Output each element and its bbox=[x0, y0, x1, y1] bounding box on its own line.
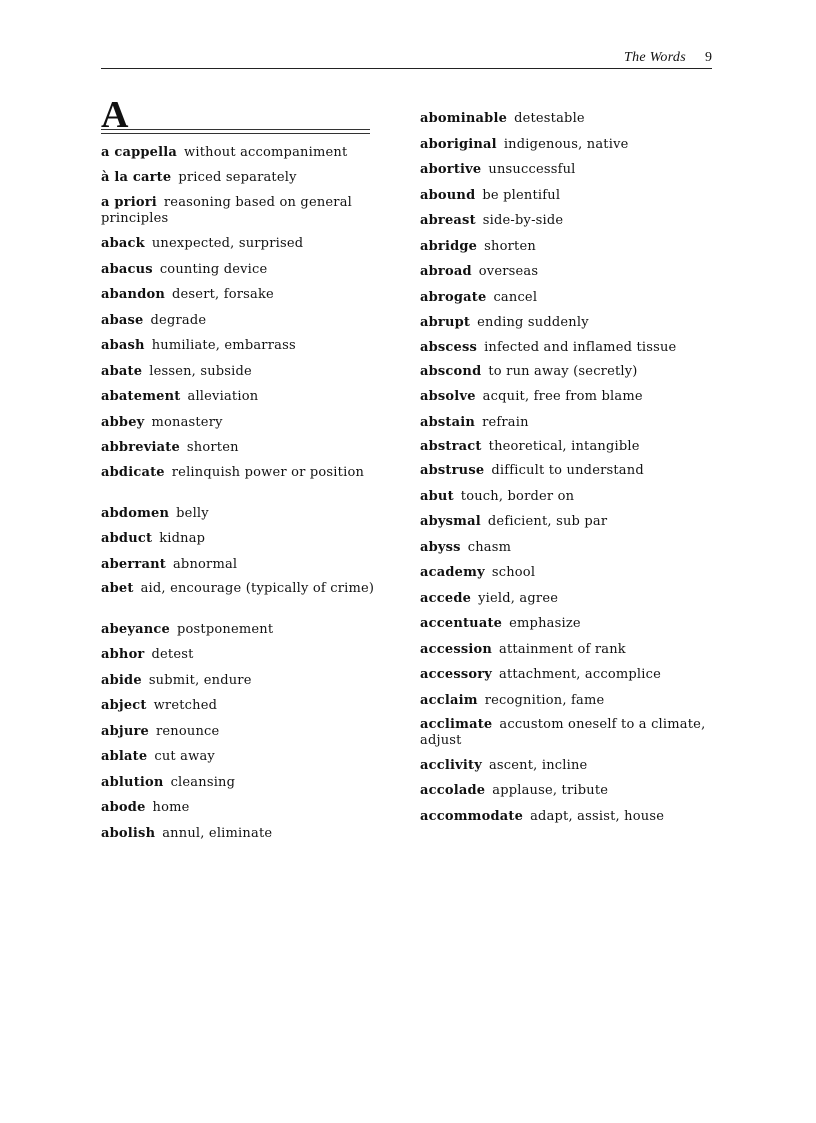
entry-term: abstruse bbox=[420, 463, 485, 478]
glossary-entry bbox=[420, 315, 720, 331]
glossary-entry bbox=[420, 463, 720, 479]
entry-definition: detestable bbox=[514, 111, 585, 126]
entry-term: aback bbox=[101, 236, 145, 251]
entry-definition: submit, endure bbox=[148, 673, 252, 688]
glossary-entry bbox=[101, 775, 383, 791]
entry-term: abide bbox=[101, 673, 142, 688]
entry-term: abrogate bbox=[420, 290, 487, 305]
entry-definition: side-by-side bbox=[482, 213, 564, 228]
entry-term: abreast bbox=[420, 213, 476, 228]
entry-definition: aid, encourage (typically of crime) bbox=[140, 581, 375, 596]
entry-term: abash bbox=[101, 338, 145, 353]
glossary-entry bbox=[420, 758, 720, 774]
glossary-entry bbox=[420, 439, 720, 455]
entry-definition: deficient, sub par bbox=[487, 514, 608, 529]
glossary-entry bbox=[101, 313, 383, 329]
glossary-entry bbox=[101, 557, 383, 573]
glossary-entry bbox=[101, 581, 383, 597]
entry-definition: emphasize bbox=[509, 616, 581, 631]
entry-definition: acquit, free from blame bbox=[482, 389, 643, 404]
entry-definition: cancel bbox=[493, 290, 538, 305]
entry-term: abscess bbox=[420, 340, 478, 355]
glossary-entry bbox=[420, 290, 720, 306]
entry-term: abbreviate bbox=[101, 440, 180, 455]
running-head bbox=[101, 50, 712, 69]
entry-definition: yield, agree bbox=[478, 591, 559, 606]
entry-definition: theoretical, intangible bbox=[488, 439, 640, 454]
entry-term: abase bbox=[101, 313, 144, 328]
entry-term: acclaim bbox=[420, 693, 478, 708]
entry-term: accessory bbox=[420, 667, 493, 682]
entry-term: accede bbox=[420, 591, 472, 606]
glossary-entry bbox=[101, 698, 383, 714]
glossary-entry bbox=[420, 111, 720, 127]
entry-definition: to run away (secretly) bbox=[488, 364, 638, 379]
glossary-entry bbox=[420, 514, 720, 530]
entry-definition: wretched bbox=[153, 698, 218, 713]
entry-definition: kidnap bbox=[159, 531, 206, 546]
entry-term: abound bbox=[420, 188, 476, 203]
entry-term: a cappella bbox=[101, 145, 178, 160]
entry-definition: lessen, subside bbox=[149, 364, 252, 379]
entry-term: abstract bbox=[420, 439, 482, 454]
entry-term: abroad bbox=[420, 264, 472, 279]
glossary-entry bbox=[420, 783, 720, 799]
entry-term: abduct bbox=[101, 531, 153, 546]
glossary-entry bbox=[420, 809, 720, 825]
entry-definition: annul, eliminate bbox=[162, 826, 273, 841]
entry-definition: indigenous, native bbox=[503, 137, 629, 152]
glossary-entry bbox=[420, 389, 720, 405]
entry-definition: home bbox=[152, 800, 190, 815]
entry-definition: recognition, fame bbox=[484, 693, 605, 708]
entry-definition: abnormal bbox=[172, 557, 238, 572]
entry-definition: ascent, incline bbox=[488, 758, 588, 773]
entry-definition: overseas bbox=[478, 264, 539, 279]
entry-definition: unexpected, surprised bbox=[151, 236, 304, 251]
glossary-entry bbox=[420, 264, 720, 280]
glossary-entry bbox=[101, 338, 383, 354]
entry-term: abyss bbox=[420, 540, 461, 555]
entry-definition: school bbox=[491, 565, 536, 580]
entry-definition: reasoning based on general principles bbox=[101, 195, 353, 226]
entry-term: accession bbox=[420, 642, 493, 657]
glossary-entry bbox=[101, 647, 383, 663]
entry-term: abacus bbox=[101, 262, 153, 277]
entry-term: accommodate bbox=[420, 809, 524, 824]
glossary-entry bbox=[101, 531, 383, 547]
entry-term: abrupt bbox=[420, 315, 471, 330]
glossary-entry bbox=[101, 749, 383, 765]
entry-term: accentuate bbox=[420, 616, 503, 631]
entry-term: accolade bbox=[420, 783, 486, 798]
glossary-entry bbox=[420, 239, 720, 255]
entry-term: abridge bbox=[420, 239, 478, 254]
section-letter: A bbox=[101, 94, 129, 136]
page-number: 9 bbox=[705, 50, 712, 65]
glossary-entry bbox=[101, 364, 383, 380]
entry-definition: unsuccessful bbox=[488, 162, 576, 177]
entry-definition: desert, forsake bbox=[172, 287, 274, 302]
glossary-entry bbox=[101, 287, 383, 303]
entry-definition: detest bbox=[151, 647, 194, 662]
entry-definition: touch, border on bbox=[460, 489, 575, 504]
entry-term: absolve bbox=[420, 389, 476, 404]
glossary-entry bbox=[420, 364, 720, 380]
glossary-entry bbox=[101, 415, 383, 431]
glossary-entry bbox=[101, 465, 383, 481]
glossary-entry bbox=[420, 188, 720, 204]
entry-term: abject bbox=[101, 698, 147, 713]
entry-term: abatement bbox=[101, 389, 181, 404]
glossary-entry bbox=[101, 170, 383, 186]
glossary-entry bbox=[420, 591, 720, 607]
entry-definition: adapt, assist, house bbox=[530, 809, 665, 824]
glossary-entry bbox=[101, 800, 383, 816]
entry-term: abstain bbox=[420, 415, 476, 430]
glossary-entry bbox=[420, 717, 720, 749]
glossary-entry bbox=[420, 540, 720, 556]
entry-term: abode bbox=[101, 800, 146, 815]
entry-definition: attachment, accomplice bbox=[499, 667, 662, 682]
entry-definition: alleviation bbox=[187, 389, 259, 404]
entry-definition: without accompaniment bbox=[184, 145, 348, 160]
glossary-entry bbox=[420, 137, 720, 153]
glossary-entry bbox=[420, 162, 720, 178]
entry-definition: postponement bbox=[177, 622, 274, 637]
entry-term: abut bbox=[420, 489, 454, 504]
entry-term: academy bbox=[420, 565, 485, 580]
glossary-entry bbox=[101, 145, 383, 161]
entry-term: abjure bbox=[101, 724, 149, 739]
entry-definition: renounce bbox=[156, 724, 220, 739]
glossary-entry bbox=[101, 724, 383, 740]
glossary-entry bbox=[101, 236, 383, 252]
glossary-entry bbox=[420, 693, 720, 709]
glossary-entry bbox=[420, 642, 720, 658]
entry-term: aberrant bbox=[101, 557, 166, 572]
entry-term: abysmal bbox=[420, 514, 481, 529]
entry-definition: counting device bbox=[159, 262, 268, 277]
section-divider bbox=[101, 129, 370, 134]
entry-definition: refrain bbox=[482, 415, 529, 430]
glossary-entry bbox=[420, 415, 720, 431]
glossary-entry bbox=[101, 440, 383, 456]
entry-term: abandon bbox=[101, 287, 166, 302]
entry-term: abbey bbox=[101, 415, 145, 430]
entry-definition: degrade bbox=[150, 313, 207, 328]
entry-term: abdicate bbox=[101, 465, 165, 480]
entry-term: abet bbox=[101, 581, 134, 596]
entry-definition: ending suddenly bbox=[477, 315, 589, 330]
entry-definition: humiliate, embarrass bbox=[151, 338, 296, 353]
entry-term: aboriginal bbox=[420, 137, 497, 152]
entry-definition: shorten bbox=[186, 440, 239, 455]
glossary-entry bbox=[101, 622, 383, 638]
entry-definition: chasm bbox=[467, 540, 512, 555]
entry-term: abhor bbox=[101, 647, 145, 662]
entry-definition: applause, tribute bbox=[492, 783, 609, 798]
entry-definition: relinquish power or position bbox=[171, 465, 365, 480]
entry-term: abolish bbox=[101, 826, 156, 841]
entry-term: ablution bbox=[101, 775, 164, 790]
glossary-entry bbox=[101, 389, 383, 405]
entry-definition: attainment of rank bbox=[499, 642, 626, 657]
glossary-entry bbox=[420, 213, 720, 229]
entry-term: a priori bbox=[101, 195, 157, 210]
glossary-entry bbox=[420, 616, 720, 632]
entry-term: abscond bbox=[420, 364, 482, 379]
entry-term: ablate bbox=[101, 749, 148, 764]
entry-term: à la carte bbox=[101, 170, 172, 185]
entry-definition: belly bbox=[176, 506, 209, 521]
glossary-entry bbox=[101, 195, 383, 227]
entry-definition: cut away bbox=[154, 749, 215, 764]
entry-term: abominable bbox=[420, 111, 508, 126]
glossary-entry bbox=[101, 506, 383, 522]
entry-definition: be plentiful bbox=[482, 188, 561, 203]
glossary-entry bbox=[420, 340, 720, 356]
running-head-title: The Words bbox=[624, 50, 686, 65]
entry-term: acclimate bbox=[420, 717, 493, 732]
entry-definition: difficult to understand bbox=[491, 463, 644, 478]
glossary-entry bbox=[420, 667, 720, 683]
entry-term: acclivity bbox=[420, 758, 482, 773]
entry-definition: accustom oneself to a climate, adjust bbox=[420, 717, 706, 748]
entry-definition: priced separately bbox=[178, 170, 297, 185]
glossary-entry bbox=[420, 565, 720, 581]
entry-term: abortive bbox=[420, 162, 482, 177]
entry-definition: monastery bbox=[151, 415, 223, 430]
entry-definition: shorten bbox=[484, 239, 536, 254]
glossary-entry bbox=[101, 262, 383, 278]
entry-definition: cleansing bbox=[170, 775, 236, 790]
entry-term: abate bbox=[101, 364, 143, 379]
glossary-entry bbox=[420, 489, 720, 505]
glossary-entry bbox=[101, 673, 383, 689]
entry-term: abeyance bbox=[101, 622, 170, 637]
glossary-entry bbox=[101, 826, 383, 842]
entry-definition: infected and inflamed tissue bbox=[484, 340, 677, 355]
entry-term: abdomen bbox=[101, 506, 170, 521]
